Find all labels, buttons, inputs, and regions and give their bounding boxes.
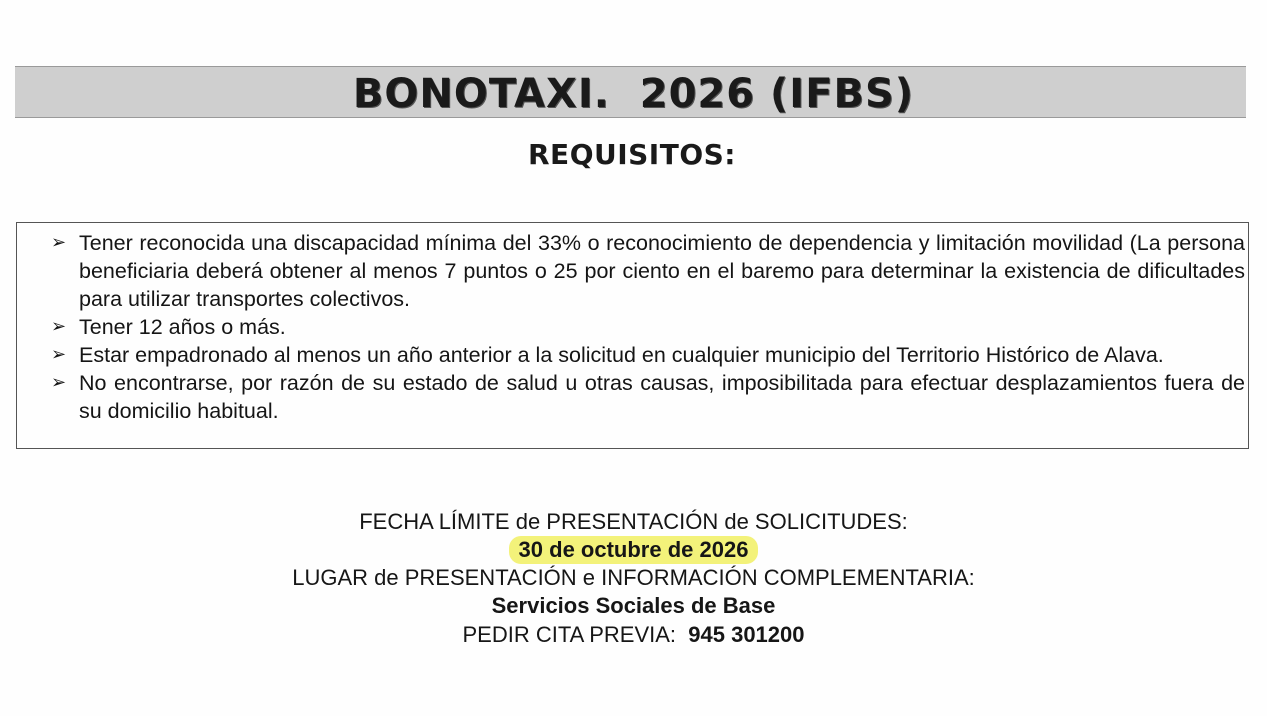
place-label: LUGAR de PRESENTACIÓN e INFORMACIÓN COMPLEMENTARIA: [292, 565, 975, 590]
section-heading: REQUISITOS: [528, 138, 736, 171]
arrow-bullet-icon: ➢ [51, 232, 67, 253]
office-name: Servicios Sociales de Base [491, 593, 776, 618]
appointment-row [0, 621, 1267, 649]
requirement-text: Tener reconocida una discapacidad mínima del 33% o reconocimiento de dependencia y limitación movilidad (La persona beneficiaria deberá obtener al menos 7 puntos o 25 por ciento en el baremo para determinar la existencia de dificultades para utilizar transportes colectivos. [79, 231, 1245, 311]
list-item [51, 313, 1245, 341]
requirement-text: Estar empadronado al menos un año anterior a la solicitud en cualquier municipio del Territorio Histórico de Alava. [79, 343, 1164, 367]
list-item [51, 341, 1245, 369]
arrow-bullet-icon: ➢ [51, 316, 67, 337]
arrow-bullet-icon: ➢ [51, 372, 67, 393]
list-item [51, 229, 1245, 313]
appointment-label: PEDIR CITA PREVIA: [462, 622, 677, 647]
deadline-date-row [0, 536, 1267, 564]
list-item [51, 369, 1245, 425]
requirement-text: No encontrarse, por razón de su estado de salud u otras causas, imposibilitada para efectuar desplazamientos fuera de su domicilio habitual. [79, 371, 1245, 423]
deadline-date: 30 de octubre de 2026 [509, 536, 759, 564]
arrow-bullet-icon: ➢ [51, 344, 67, 365]
requirements-list [51, 229, 1245, 425]
requirements-box [16, 222, 1249, 449]
requirement-text: Tener 12 años o más. [79, 315, 286, 339]
deadline-label: FECHA LÍMITE de PRESENTACIÓN de SOLICITUDES: [359, 509, 908, 534]
phone-number: 945 301200 [688, 622, 805, 647]
page-title: BONOTAXI. 2026 (IFBS) [352, 71, 915, 117]
